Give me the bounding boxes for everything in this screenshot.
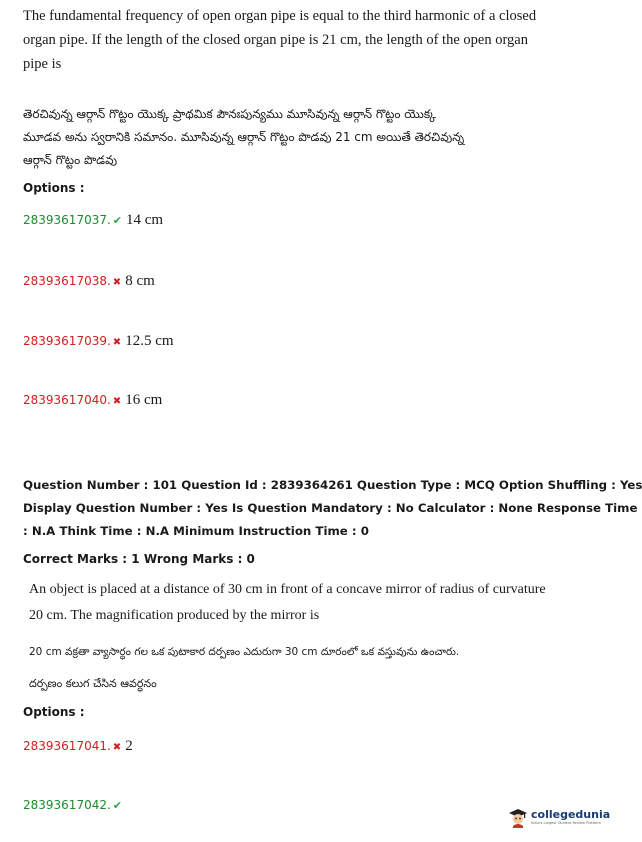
question-line: దర్పణం కలుగ చేసిన ఆవర్ధనం — [29, 677, 157, 690]
question-101-english — [29, 577, 589, 629]
option-id: 28393617038. — [23, 274, 111, 288]
options-label: Options : — [23, 181, 85, 195]
option-value: 16 cm — [125, 392, 163, 408]
option-id: 28393617037. — [23, 213, 111, 227]
check-icon: ✔ — [112, 214, 123, 227]
question-line: organ pipe. If the length of the closed organ pipe is 21 cm, the length of the open organ — [23, 32, 528, 48]
meta-line: Display Question Number : Yes Is Question Mandatory : No Calculator : None Response Time — [23, 501, 638, 515]
option-row[interactable] — [23, 798, 126, 812]
question-line: 20 cm వక్రతా వ్యాసార్ధం గల ఒక పుటాకార దర్పణం ఎదురుగా 30 cm దూరంలో ఒక వస్తువును ఉంచారు. — [29, 646, 460, 658]
option-row[interactable] — [23, 738, 133, 755]
option-id: 28393617042. — [23, 798, 111, 812]
question-line: 20 cm. The magnification produced by the mirror is — [29, 608, 320, 623]
option-row[interactable] — [23, 273, 155, 290]
collegedunia-logo — [507, 806, 610, 828]
meta-line: Question Number : 101 Question Id : 2839364261 Question Type : MCQ Option Shuffling : Yes — [23, 478, 642, 492]
question-101-meta — [23, 474, 642, 543]
option-value: 12.5 cm — [125, 333, 174, 349]
option-value: 2 — [125, 738, 133, 754]
question-101-telugu — [29, 637, 589, 699]
cross-icon: ✖ — [112, 277, 122, 288]
option-row[interactable] — [23, 392, 162, 409]
question-100-telugu — [23, 103, 583, 172]
logo-tagline: India's Largest Student Review Platform — [531, 821, 601, 825]
marks-line: Correct Marks : 1 Wrong Marks : 0 — [23, 552, 255, 566]
option-value: 8 cm — [125, 273, 155, 289]
question-line: An object is placed at a distance of 30 cm in front of a concave mirror of radius of curvature — [29, 582, 546, 597]
question-line: The fundamental frequency of open organ pipe is equal to the third harmonic of a closed — [23, 8, 537, 24]
graduate-mascot-icon — [507, 806, 529, 828]
cross-icon: ✖ — [112, 396, 122, 407]
option-id: 28393617041. — [23, 739, 111, 753]
options-label: Options : — [23, 705, 85, 719]
check-icon: ✔ — [112, 799, 123, 812]
logo-name: collegedunia — [531, 808, 611, 821]
question-line: pipe is — [23, 56, 62, 72]
option-id: 28393617039. — [23, 334, 111, 348]
cross-icon: ✖ — [112, 742, 122, 753]
option-row[interactable] — [23, 333, 174, 350]
question-line: ఆర్గాన్ గొట్టం పొడవు — [23, 153, 118, 167]
question-line: మూడవ అను స్వరానికి సమానం. మూసివున్న ఆర్గాన్ గొట్టం పొడవు 21 cm అయితే తెరచివున్న — [23, 130, 465, 144]
question-100-english — [23, 4, 583, 76]
option-id: 28393617040. — [23, 393, 111, 407]
meta-line: : N.A Think Time : N.A Minimum Instruction Time : 0 — [23, 524, 369, 538]
option-row[interactable] — [23, 212, 163, 229]
option-value: 14 cm — [126, 212, 164, 228]
cross-icon: ✖ — [112, 337, 122, 348]
question-line: తెరచివున్న ఆర్గాన్ గొట్టం యొక్క ప్రాథమిక పౌనఃపున్యము మూసివున్న ఆర్గాన్ గొట్టం యొక్క — [23, 107, 436, 121]
